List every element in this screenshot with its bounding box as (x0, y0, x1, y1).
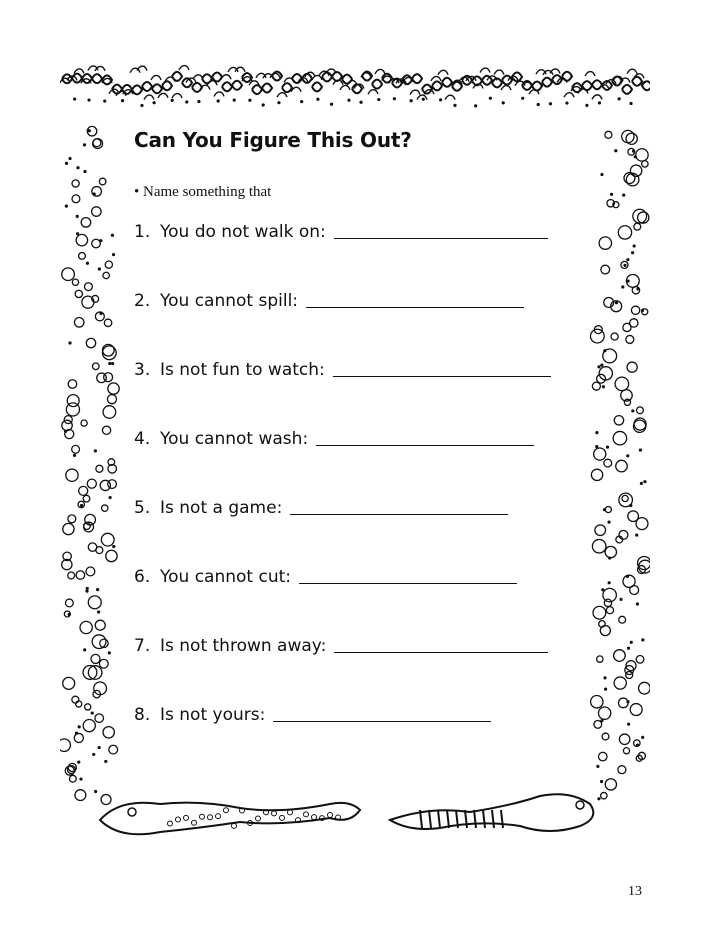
dot-icon (453, 104, 456, 107)
worksheet-title: Can You Figure This Out? (134, 128, 412, 152)
bubble-icon (72, 180, 79, 187)
bubble-icon (613, 431, 626, 444)
dot-icon (604, 688, 607, 691)
bubble-icon (637, 407, 644, 414)
answer-blank[interactable] (333, 362, 551, 377)
question-text: Is not yours: (160, 705, 266, 725)
question-2 (134, 291, 524, 311)
bubble-icon (619, 616, 626, 623)
dot-icon (606, 445, 609, 448)
bubble-icon (602, 733, 609, 740)
bubble-icon (68, 572, 75, 579)
dot-icon (521, 97, 524, 100)
bubble-icon (619, 734, 629, 744)
question-number: 5. (134, 498, 151, 518)
bubble-icon (104, 373, 113, 382)
scale-icon (224, 808, 229, 813)
scale-icon (232, 823, 237, 828)
bubble-icon (69, 775, 76, 782)
fish-icon (100, 803, 360, 835)
bubble-icon (81, 420, 87, 426)
dot-icon (631, 409, 634, 412)
answer-blank[interactable] (273, 707, 491, 722)
dot-icon (262, 103, 265, 106)
bubble-icon (614, 677, 626, 689)
dot-icon (600, 719, 603, 722)
bubble-icon (92, 207, 102, 217)
bubble-icon (60, 739, 70, 752)
dot-icon (615, 301, 618, 304)
bubble-icon (76, 571, 84, 579)
bubble-icon (590, 329, 604, 343)
bubble-icon (627, 362, 637, 372)
bubble-icon (92, 635, 106, 649)
bubble-icon (598, 752, 607, 761)
bubble-icon (103, 406, 116, 419)
dot-icon (73, 97, 76, 100)
stripe-icon (447, 810, 449, 828)
dot-icon (608, 581, 611, 584)
dot-icon (597, 797, 600, 800)
bubble-icon (591, 469, 602, 480)
bubble-icon (99, 659, 108, 668)
stripe-icon (483, 810, 485, 828)
question-6 (134, 567, 517, 587)
bubble-icon (65, 599, 73, 607)
dot-icon (597, 365, 600, 368)
dot-icon (68, 341, 71, 344)
dot-icon (502, 101, 505, 104)
question-number: 2. (134, 291, 151, 311)
bubble-icon (626, 133, 637, 144)
scale-icon (312, 815, 317, 820)
bubble-icon (618, 226, 631, 239)
dot-icon (643, 480, 646, 483)
question-number: 6. (134, 567, 151, 587)
stripe-icon (438, 810, 440, 828)
bubble-icon (108, 383, 119, 394)
dot-icon (64, 430, 67, 433)
dot-icon (104, 760, 107, 763)
intro-text: • Name something that (134, 184, 272, 200)
scale-icon (200, 814, 205, 819)
bubble-icon (600, 626, 610, 636)
bubble-icon (104, 319, 111, 326)
dot-icon (608, 556, 611, 559)
dot-icon (626, 454, 629, 457)
dot-icon (641, 736, 644, 739)
dot-icon (585, 104, 588, 107)
bubble-icon (103, 727, 114, 738)
scale-icon (192, 820, 197, 825)
dot-icon (98, 267, 101, 270)
dot-icon (636, 602, 639, 605)
bubble-icon (72, 696, 79, 703)
bubble-icon (102, 505, 108, 511)
dot-icon (94, 449, 97, 452)
question-4 (134, 429, 534, 449)
bubble-icon (630, 704, 642, 716)
dot-icon (77, 760, 80, 763)
bubble-icon (622, 130, 634, 142)
bubble-icon (630, 586, 639, 595)
bubble-icon (603, 349, 617, 363)
bubble-icon (81, 218, 91, 228)
question-number: 4. (134, 429, 151, 449)
dot-icon (83, 143, 86, 146)
bubble-icon (85, 514, 96, 525)
bubble-icon (66, 403, 79, 416)
scale-icon (208, 815, 213, 820)
bubble-icon (72, 279, 78, 285)
dot-icon (627, 647, 630, 650)
bubble-icon (92, 363, 99, 370)
bubble-icon (614, 416, 623, 425)
question-text: You do not walk on: (160, 222, 326, 242)
bubble-icon (619, 530, 628, 539)
dot-icon (598, 101, 601, 104)
question-number: 3. (134, 360, 151, 380)
answer-blank[interactable] (334, 224, 548, 239)
bubble-icon (96, 547, 103, 554)
bubble-icon (63, 523, 74, 534)
scale-icon (304, 812, 309, 817)
bubble-icon (614, 650, 626, 662)
dot-icon (83, 648, 86, 651)
dot-icon (377, 98, 380, 101)
bubble-icon (628, 511, 639, 522)
dot-icon (347, 99, 350, 102)
dot-icon (603, 508, 606, 511)
bubble-icon (611, 333, 618, 340)
dot-icon (108, 651, 111, 654)
bubble-icon (599, 237, 611, 249)
question-number: 8. (134, 705, 151, 725)
bubble-icon (595, 525, 606, 536)
question-number: 7. (134, 636, 151, 656)
bubble-icon (593, 606, 606, 619)
question-3 (134, 360, 551, 380)
bubble-icon (74, 318, 84, 328)
scale-icon (184, 815, 189, 820)
scale-icon (256, 816, 261, 821)
dot-icon (112, 545, 115, 548)
bubble-icon (106, 550, 117, 561)
dot-icon (96, 588, 99, 591)
dot-icon (112, 253, 115, 256)
bubble-icon (636, 655, 644, 663)
question-text: You cannot wash: (160, 429, 309, 449)
dot-icon (623, 264, 626, 267)
bubble-icon (75, 290, 82, 297)
bubble-icon (615, 377, 629, 391)
bubble-icon (605, 546, 616, 557)
question-text: Is not fun to watch: (160, 360, 325, 380)
dot-icon (65, 162, 68, 165)
bubble-icon (618, 766, 626, 774)
bubble-icon (62, 268, 75, 281)
dot-icon (330, 103, 333, 106)
bubble-icon (72, 445, 80, 453)
dot-icon (537, 103, 540, 106)
dot-icon (83, 170, 86, 173)
dot-icon (474, 104, 477, 107)
dot-icon (633, 244, 636, 247)
dot-icon (98, 746, 101, 749)
bubble-icon (92, 187, 102, 197)
bubble-icon (74, 733, 83, 742)
bubble-icon (99, 178, 106, 185)
dot-icon (489, 97, 492, 100)
bubble-icon (83, 495, 90, 502)
dot-icon (610, 193, 613, 196)
bubble-icon (631, 306, 639, 314)
bubble-icon (63, 677, 75, 689)
dot-icon (600, 364, 603, 367)
dot-icon (76, 215, 79, 218)
dot-icon (410, 99, 413, 102)
question-text: You cannot cut: (160, 567, 292, 587)
bubble-icon (75, 790, 86, 801)
answer-blank[interactable] (334, 638, 548, 653)
bubble-icon (91, 654, 100, 663)
dot-icon (103, 100, 106, 103)
bubble-icon (605, 506, 611, 512)
bubble-icon (601, 792, 607, 798)
dot-icon (88, 129, 91, 132)
bubble-icon (605, 131, 612, 138)
dot-icon (626, 700, 629, 703)
dot-icon (121, 99, 124, 102)
dot-icon (359, 101, 362, 104)
bubble-icon (85, 704, 91, 710)
dot-icon (86, 262, 89, 265)
dot-icon (68, 157, 71, 160)
bubble-icon (633, 209, 647, 223)
dot-icon (603, 676, 606, 679)
question-text: You cannot spill: (160, 291, 299, 311)
dot-icon (73, 454, 76, 457)
dot-icon (565, 101, 568, 104)
answer-blank[interactable] (316, 431, 534, 446)
bubble-icon (82, 296, 94, 308)
dot-icon (626, 258, 629, 261)
dot-icon (631, 251, 634, 254)
bubble-icon (626, 335, 634, 343)
dot-icon (185, 100, 188, 103)
dot-icon (619, 598, 622, 601)
dot-icon (618, 97, 621, 100)
dot-icon (596, 765, 599, 768)
bubble-icon (96, 465, 103, 472)
bubble-icon (66, 469, 78, 481)
bubble-icon (594, 448, 606, 460)
bubble-icon (83, 720, 95, 732)
bubble-icon (622, 495, 628, 501)
bubble-icon (618, 698, 628, 708)
question-7 (134, 636, 548, 656)
dot-icon (94, 790, 97, 793)
bubble-icon (605, 779, 616, 790)
bubble-icon (103, 272, 109, 278)
dot-icon (92, 753, 95, 756)
dot-icon (109, 496, 112, 499)
bubble-icon (88, 596, 101, 609)
bubble-icon (109, 745, 118, 754)
dot-icon (217, 99, 220, 102)
dot-icon (393, 97, 396, 100)
dot-icon (607, 520, 610, 523)
bubble-icon (76, 234, 87, 245)
bubble-icon (592, 382, 600, 390)
bubble-icon (594, 721, 602, 729)
bubble-icon (107, 395, 116, 404)
bubble-icon (101, 533, 114, 546)
dot-icon (600, 780, 603, 783)
question-number: 1. (134, 222, 151, 242)
bubble-icon (102, 426, 110, 434)
bubble-icon (86, 338, 95, 347)
answer-blank[interactable] (290, 500, 508, 515)
dot-icon (622, 194, 625, 197)
dot-icon (79, 777, 82, 780)
bubble-icon (95, 714, 104, 723)
dot-icon (640, 482, 643, 485)
bubble-icon (87, 479, 96, 488)
dot-icon (600, 173, 603, 176)
question-text: Is not thrown away: (160, 636, 327, 656)
bubble-icon (68, 380, 77, 389)
dot-icon (99, 239, 102, 242)
dot-icon (629, 504, 632, 507)
dot-icon (87, 98, 90, 101)
dot-icon (111, 234, 114, 237)
dot-icon (233, 99, 236, 102)
bubble-icon (92, 239, 101, 248)
bubble-icon (601, 265, 610, 274)
dot-icon (171, 99, 174, 102)
stripe-icon (429, 810, 431, 828)
scale-icon (216, 814, 221, 819)
bubble-icon (597, 656, 603, 662)
dot-icon (140, 104, 143, 107)
dot-icon (248, 99, 251, 102)
bubble-icon (68, 515, 76, 523)
bubble-icon (105, 261, 112, 268)
scale-icon (176, 817, 181, 822)
dot-icon (630, 641, 633, 644)
bubble-icon (604, 599, 611, 606)
dot-icon (635, 533, 638, 536)
dot-icon (636, 287, 639, 290)
dot-icon (80, 504, 83, 507)
stripe-icon (492, 810, 494, 828)
answer-blank[interactable] (306, 293, 524, 308)
dot-icon (111, 362, 114, 365)
bubble-icon (79, 252, 86, 259)
bubble-icon (623, 748, 629, 754)
bubble-icon (598, 707, 610, 719)
dot-icon (595, 431, 598, 434)
dot-icon (108, 362, 111, 365)
dot-icon (422, 98, 425, 101)
bubble-icon (616, 460, 628, 472)
decorative-border (60, 60, 650, 850)
dot-icon (621, 285, 624, 288)
bubble-icon (623, 323, 631, 331)
dot-icon (277, 101, 280, 104)
dot-icon (636, 743, 639, 746)
dot-icon (78, 725, 81, 728)
bubble-icon (606, 607, 613, 614)
dot-icon (197, 100, 200, 103)
bubble-icon (79, 486, 88, 495)
dot-icon (316, 98, 319, 101)
scale-icon (288, 810, 293, 815)
bubble-icon (591, 696, 603, 708)
dot-icon (549, 102, 552, 105)
stripe-icon (501, 810, 503, 828)
bubble-icon (84, 283, 92, 291)
dot-icon (602, 385, 605, 388)
bubble-icon (634, 223, 641, 230)
bubble-icon (80, 621, 92, 633)
dot-icon (97, 610, 100, 613)
bubble-icon (636, 149, 648, 161)
dot-icon (614, 149, 617, 152)
bubble-icon (101, 795, 111, 805)
dot-icon (86, 587, 89, 590)
dot-icon (65, 205, 68, 208)
bubble-icon (639, 682, 650, 694)
dot-icon (76, 166, 79, 169)
scale-icon (168, 821, 173, 826)
question-text: Is not a game: (160, 498, 283, 518)
bubble-icon (86, 567, 95, 576)
scale-icon (328, 812, 333, 817)
dot-icon (152, 101, 155, 104)
dot-icon (75, 732, 78, 735)
scale-icon (272, 811, 277, 816)
bubble-icon (604, 459, 612, 467)
bubble-icon (95, 620, 105, 630)
answer-blank[interactable] (299, 569, 517, 584)
dot-icon (641, 638, 644, 641)
page-number: 13 (628, 884, 642, 899)
lobster-eye-icon (576, 801, 584, 809)
dot-icon (91, 711, 94, 714)
bubble-icon (72, 195, 80, 203)
dot-icon (639, 448, 642, 451)
bubble-icon (592, 539, 606, 553)
fish-eye-icon (128, 808, 136, 816)
bubble-border-art (60, 60, 650, 850)
dot-icon (439, 98, 442, 101)
dot-icon (629, 102, 632, 105)
bubble-icon (100, 480, 110, 490)
dot-icon (300, 100, 303, 103)
question-1 (134, 222, 548, 242)
dot-icon (627, 723, 630, 726)
question-5 (134, 498, 508, 518)
stripe-icon (474, 810, 476, 828)
question-8 (134, 705, 491, 725)
scale-icon (280, 815, 285, 820)
